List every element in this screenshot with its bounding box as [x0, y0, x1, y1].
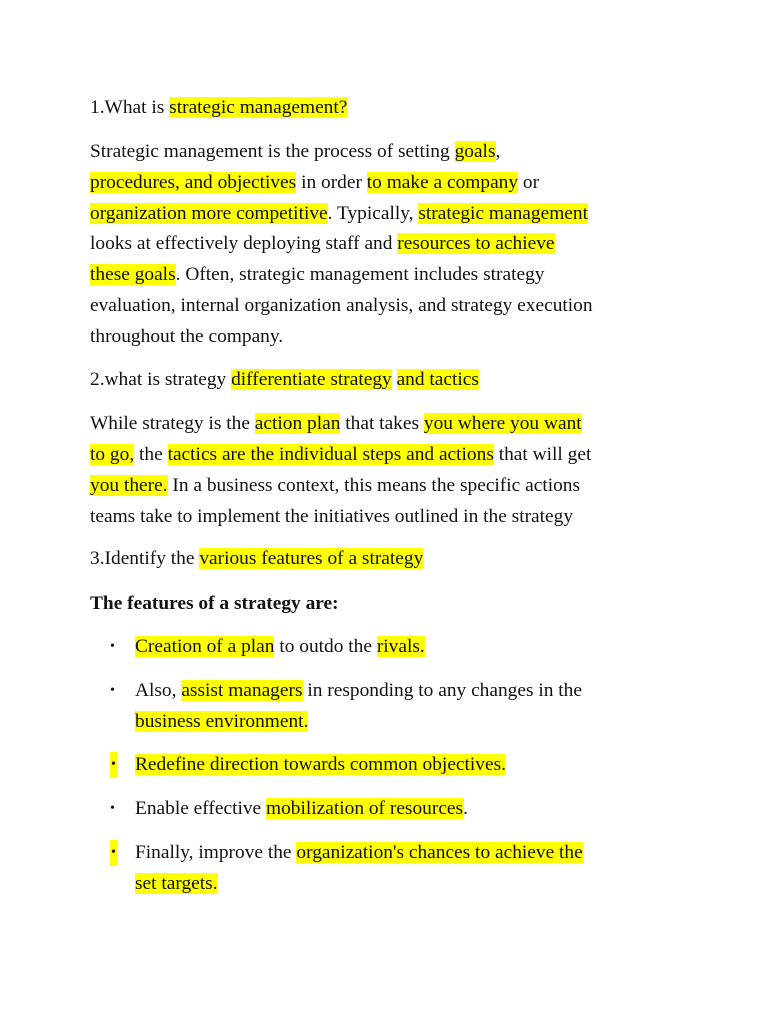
- highlighted-text: strategic management: [418, 203, 588, 224]
- feature-5-line-2: [135, 871, 218, 897]
- question-3-prefix: 3.Identify the: [90, 548, 200, 569]
- text-run: the: [134, 444, 168, 465]
- text-run: in order: [296, 172, 367, 193]
- answer-1-line-7: [90, 324, 283, 350]
- highlighted-text: mobilization of resources: [266, 798, 464, 819]
- answer-2-line-4: [90, 504, 573, 530]
- text-run: [392, 369, 397, 390]
- bullet-icon: •: [110, 840, 117, 866]
- text-run: that will get: [493, 444, 592, 465]
- text-run: teams take to implement the initiatives outlined in the strategy: [90, 506, 574, 527]
- text-run: looks at effectively deploying staff and: [90, 233, 398, 254]
- question-3-highlight: various features of a strategy: [199, 548, 424, 569]
- feature-4: [135, 796, 468, 822]
- highlighted-text: to make a company: [366, 172, 519, 193]
- question-1-highlight: strategic management?: [169, 97, 348, 118]
- highlighted-text: to go,: [90, 444, 135, 465]
- answer-1-line-3: [90, 201, 588, 227]
- text-run: that takes: [340, 413, 424, 434]
- text-run: or: [518, 172, 540, 193]
- question-2-prefix: 2.what is strategy: [90, 369, 232, 390]
- text-run: .: [463, 798, 468, 819]
- feature-5-line-1: [135, 840, 583, 866]
- highlighted-text: Redefine direction towards common objectives.: [135, 754, 507, 775]
- answer-1-line-1: [90, 139, 500, 165]
- highlighted-text: and tactics: [396, 369, 479, 390]
- text-run: ,: [495, 141, 501, 162]
- highlighted-text: organization's chances to achieve the: [296, 842, 583, 863]
- text-run: evaluation, internal organization analysis, and strategy execution: [90, 295, 593, 316]
- feature-2-line-1: [135, 678, 582, 704]
- bullet-icon: •: [110, 752, 117, 778]
- bullet-icon: •: [110, 683, 115, 698]
- answer-2-line-2: [90, 442, 591, 468]
- highlighted-text: resources to achieve: [397, 233, 555, 254]
- text-run: While strategy is the: [90, 413, 255, 434]
- answer-2-line-1: [90, 411, 582, 437]
- highlighted-text: you there.: [90, 475, 168, 496]
- answer-1-line-6: [90, 293, 593, 319]
- highlighted-text: procedures, and objectives: [90, 172, 297, 193]
- text-run: throughout the company.: [90, 326, 284, 347]
- text-run: Strategic management is the process of setting: [90, 141, 455, 162]
- text-run: . Often, strategic management includes strategy: [175, 264, 545, 285]
- highlighted-text: organization more competitive: [90, 203, 328, 224]
- highlighted-text: rivals.: [376, 636, 425, 657]
- highlighted-text: these goals: [90, 264, 176, 285]
- highlighted-text: set targets.: [135, 873, 218, 894]
- feature-3: [135, 752, 506, 778]
- question-2: [90, 367, 479, 393]
- text-run: In a business context, this means the specific actions: [167, 475, 581, 496]
- feature-2-line-2: [135, 709, 308, 735]
- text-run: to outdo the: [274, 636, 377, 657]
- feature-1: [135, 634, 425, 660]
- text-run: in responding to any changes in the: [302, 680, 582, 701]
- highlighted-text: tactics are the individual steps and actions: [167, 444, 494, 465]
- text-run: Enable effective: [135, 798, 266, 819]
- bullet-icon: •: [110, 801, 115, 816]
- question-1-prefix: 1.What is: [90, 97, 170, 118]
- answer-1-line-5: [90, 262, 544, 288]
- answer-1-line-2: [90, 170, 539, 196]
- bullet-icon: •: [110, 639, 115, 654]
- answer-2-line-3: [90, 473, 580, 499]
- text-run: Also,: [135, 680, 182, 701]
- highlighted-text: differentiate strategy: [231, 369, 392, 390]
- highlighted-text: you where you want: [423, 413, 582, 434]
- answer-1-line-4: [90, 231, 555, 257]
- question-1: [90, 95, 347, 121]
- features-heading: The features of a strategy are:: [90, 593, 339, 614]
- text-run: Finally, improve the: [135, 842, 297, 863]
- highlighted-text: action plan: [254, 413, 341, 434]
- question-3: [90, 546, 423, 572]
- highlighted-text: Creation of a plan: [135, 636, 275, 657]
- text-run: . Typically,: [327, 203, 419, 224]
- highlighted-text: assist managers: [181, 680, 303, 701]
- highlighted-text: goals: [454, 141, 496, 162]
- highlighted-text: business environment.: [135, 711, 309, 732]
